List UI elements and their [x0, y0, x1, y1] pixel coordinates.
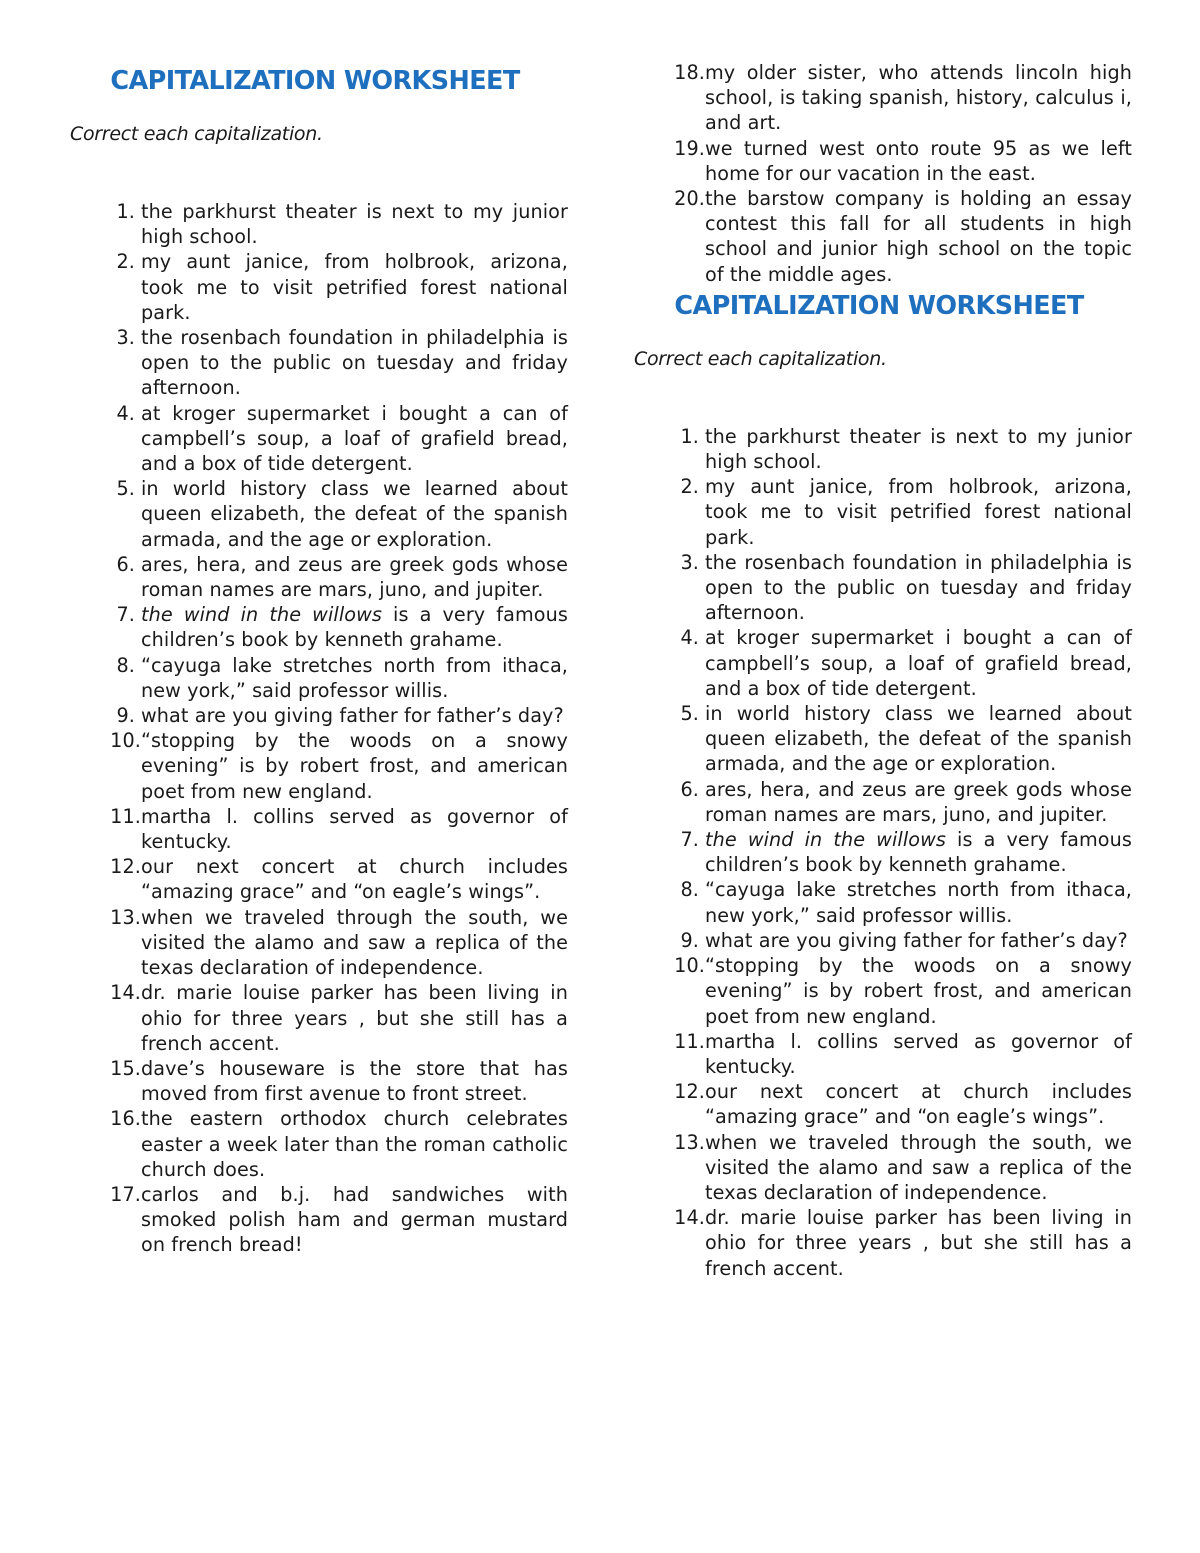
sentence-body: the parkhurst theater is next to my junior high school. — [705, 424, 1132, 474]
sentence-text — [705, 827, 1132, 877]
sentence-body: what are you giving father for father’s day? — [705, 928, 1128, 952]
sentence-text — [705, 625, 1132, 701]
sentence-item — [70, 1106, 568, 1182]
sentence-text — [141, 1182, 568, 1258]
sentence-number: 10. — [674, 954, 705, 978]
sentence-number: 3. — [680, 550, 699, 574]
sentence-body: our next concert at church includes “amazing grace” and “on eagle’s wings”. — [141, 855, 568, 904]
sentence-body: the barstow company is holding an essay contest this fall for all students in high school and junior high school on the topic of the middle ages. — [705, 187, 1132, 286]
sentence-text — [705, 877, 1132, 927]
sentence-body: dr. marie louise parker has been living in ohio for three years , but she still has a french accent. — [141, 981, 568, 1055]
sentence-number: 7. — [116, 603, 135, 627]
sentence-text — [705, 953, 1132, 1029]
sentence-item — [70, 476, 568, 552]
sentence-number: 14. — [110, 981, 141, 1005]
sentence-item — [70, 199, 568, 249]
sentence-list — [70, 199, 568, 1258]
sentence-text — [141, 401, 568, 477]
sentence-text — [141, 1106, 568, 1182]
book-title-text: the wind in the willows — [705, 828, 946, 852]
sentence-item — [634, 60, 1132, 136]
sentence-item — [634, 1079, 1132, 1129]
sentence-text — [141, 804, 568, 854]
sentence-body: the rosenbach foundation in philadelphia is open to the public on tuesday and friday afternoon. — [141, 326, 568, 400]
sentence-number: 12. — [110, 855, 141, 879]
sentence-text — [705, 1029, 1132, 1079]
sentence-item — [70, 249, 568, 325]
sentence-number: 3. — [116, 326, 135, 350]
sentence-text — [705, 777, 1132, 827]
worksheet-title-repeat: CAPITALIZATION WORKSHEET — [674, 290, 1084, 321]
sentence-number: 13. — [110, 905, 141, 929]
sentence-body: when we traveled through the south, we visited the alamo and saw a replica of the texas declaration of independence. — [141, 905, 568, 980]
worksheet-right-column — [634, 0, 1132, 1281]
sentence-number: 9. — [116, 704, 135, 728]
sentence-body: “cayuga lake stretches north from ithaca, new york,” said professor willis. — [141, 653, 568, 702]
sentence-text — [141, 703, 568, 728]
sentence-number: 11. — [110, 804, 141, 828]
sentence-item — [634, 777, 1132, 827]
sentence-body: “cayuga lake stretches north from ithaca, new york,” said professor willis. — [705, 878, 1132, 927]
sentence-text — [705, 60, 1132, 136]
sentence-number: 4. — [680, 626, 699, 650]
sentence-item — [634, 827, 1132, 877]
sentence-body: “stopping by the woods on a snowy evening” is by robert frost, and american poet from new england. — [141, 729, 568, 803]
sentence-text — [141, 905, 568, 981]
sentence-body: my aunt janice, from holbrook, arizona, took me to visit petrified forest national park. — [141, 250, 568, 324]
sentence-item — [634, 186, 1132, 287]
sentence-number: 13. — [674, 1130, 705, 1154]
sentence-number: 7. — [680, 828, 699, 852]
sentence-body: ares, hera, and zeus are greek gods whose roman names are mars, juno, and jupiter. — [141, 552, 568, 602]
sentence-text — [141, 325, 568, 401]
sentence-body: we turned west onto route 95 as we left home for our vacation in the east. — [705, 136, 1132, 185]
sentence-item — [634, 1205, 1132, 1281]
sentence-list-continued — [634, 60, 1132, 287]
sentence-body: at kroger supermarket i bought a can of campbell’s soup, a loaf of grafield bread, and a box of tide detergent. — [705, 626, 1132, 700]
sentence-body: my older sister, who attends lincoln high school, is taking spanish, history, calculus i, and art. — [705, 61, 1132, 135]
book-title-text: the wind in the willows — [141, 603, 382, 627]
sentence-list-repeat — [634, 424, 1132, 1281]
sentence-item — [70, 804, 568, 854]
sentence-body: what are you giving father for father’s day? — [141, 704, 564, 728]
sentence-body: in world history class we learned about queen elizabeth, the defeat of the spanish armada, and the age or exploration. — [141, 477, 568, 551]
sentence-item — [634, 877, 1132, 927]
sentence-number: 10. — [110, 729, 141, 753]
sentence-item — [70, 401, 568, 477]
sentence-item — [70, 1182, 568, 1258]
sentence-body: “stopping by the woods on a snowy evening” is by robert frost, and american poet from new england. — [705, 954, 1132, 1028]
sentence-item — [634, 474, 1132, 550]
sentence-number: 15. — [110, 1056, 141, 1080]
sentence-text — [141, 854, 568, 904]
sentence-text — [141, 980, 568, 1056]
sentence-item — [634, 550, 1132, 626]
sentence-text — [141, 602, 568, 652]
sentence-text — [141, 653, 568, 703]
sentence-number: 4. — [116, 401, 135, 425]
worksheet-left-column — [70, 0, 568, 1258]
sentence-text — [141, 1056, 568, 1106]
sentence-number: 8. — [116, 653, 135, 677]
sentence-item — [70, 1056, 568, 1106]
sentence-text — [705, 701, 1132, 777]
sentence-item — [634, 701, 1132, 777]
sentence-item — [70, 728, 568, 804]
sentence-text — [141, 249, 568, 325]
sentence-number: 17. — [110, 1182, 141, 1206]
sentence-number: 1. — [116, 200, 135, 223]
sentence-item — [70, 854, 568, 904]
sentence-body: the eastern orthodox church celebrates easter a week later than the roman catholic church does. — [141, 1107, 568, 1181]
sentence-body: my aunt janice, from holbrook, arizona, took me to visit petrified forest national park. — [705, 475, 1132, 549]
sentence-text — [705, 136, 1132, 186]
sentence-text — [705, 186, 1132, 287]
sentence-body: our next concert at church includes “amazing grace” and “on eagle’s wings”. — [705, 1080, 1132, 1129]
sentence-text — [705, 1130, 1132, 1206]
sentence-text — [705, 928, 1132, 953]
sentence-item — [634, 136, 1132, 186]
sentence-number: 1. — [680, 424, 699, 448]
sentence-item — [634, 625, 1132, 701]
sentence-item — [70, 602, 568, 652]
sentence-item — [70, 653, 568, 703]
sentence-item — [634, 1029, 1132, 1079]
sentence-body: martha l. collins served as governor of kentucky. — [141, 804, 568, 854]
sentence-body: carlos and b.j. had sandwiches with smoked polish ham and german mustard on french bread! — [141, 1182, 568, 1257]
sentence-number: 9. — [680, 928, 699, 952]
sentence-text — [705, 1205, 1132, 1281]
sentence-body: in world history class we learned about queen elizabeth, the defeat of the spanish armada, and the age or exploration. — [705, 702, 1132, 776]
sentence-item — [634, 1130, 1132, 1206]
sentence-number: 2. — [116, 250, 135, 274]
sentence-text — [705, 424, 1132, 474]
sentence-number: 8. — [680, 878, 699, 902]
sentence-number: 5. — [116, 477, 135, 501]
worksheet-title: CAPITALIZATION WORKSHEET — [110, 66, 520, 96]
sentence-number: 5. — [680, 702, 699, 726]
sentence-number: 20. — [674, 187, 705, 211]
sentence-text — [705, 474, 1132, 550]
sentence-text — [705, 1079, 1132, 1129]
sentence-body: the rosenbach foundation in philadelphia is open to the public on tuesday and friday afternoon. — [705, 550, 1132, 625]
sentence-number: 6. — [680, 777, 699, 801]
sentence-item — [70, 980, 568, 1056]
sentence-number: 6. — [116, 552, 135, 576]
sentence-number: 18. — [674, 61, 705, 84]
sentence-text — [141, 476, 568, 552]
sentence-number: 19. — [674, 136, 705, 160]
sentence-number: 11. — [674, 1029, 705, 1053]
sentence-item — [634, 953, 1132, 1029]
sentence-number: 16. — [110, 1107, 141, 1131]
sentence-body: is a very famous children’s book by kenneth grahame. — [141, 603, 568, 652]
sentence-number: 2. — [680, 475, 699, 499]
sentence-body: at kroger supermarket i bought a can of campbell’s soup, a loaf of grafield bread, and a box of tide detergent. — [141, 401, 568, 476]
sentence-item — [70, 325, 568, 401]
sentence-text — [141, 552, 568, 602]
sentence-number: 12. — [674, 1080, 705, 1104]
worksheet-instruction-repeat: Correct each capitalization. — [634, 347, 887, 370]
sentence-text — [141, 728, 568, 804]
sentence-item — [70, 703, 568, 728]
sentence-item — [634, 424, 1132, 474]
sentence-item — [70, 552, 568, 602]
sentence-body: when we traveled through the south, we visited the alamo and saw a replica of the texas declaration of independence. — [705, 1130, 1132, 1204]
sentence-number: 14. — [674, 1206, 705, 1230]
sentence-body: is a very famous children’s book by kenneth grahame. — [705, 828, 1132, 877]
worksheet-instruction: Correct each capitalization. — [70, 123, 323, 145]
sentence-body: dave’s houseware is the store that has moved from first avenue to front street. — [141, 1056, 568, 1106]
sentence-item — [634, 928, 1132, 953]
sentence-body: ares, hera, and zeus are greek gods whose roman names are mars, juno, and jupiter. — [705, 777, 1132, 826]
sentence-body: the parkhurst theater is next to my junior high school. — [141, 200, 568, 249]
sentence-item — [70, 905, 568, 981]
sentence-body: dr. marie louise parker has been living in ohio for three years , but she still has a french accent. — [705, 1206, 1132, 1280]
sentence-text — [141, 199, 568, 249]
sentence-text — [705, 550, 1132, 626]
sentence-body: martha l. collins served as governor of kentucky. — [705, 1029, 1132, 1078]
